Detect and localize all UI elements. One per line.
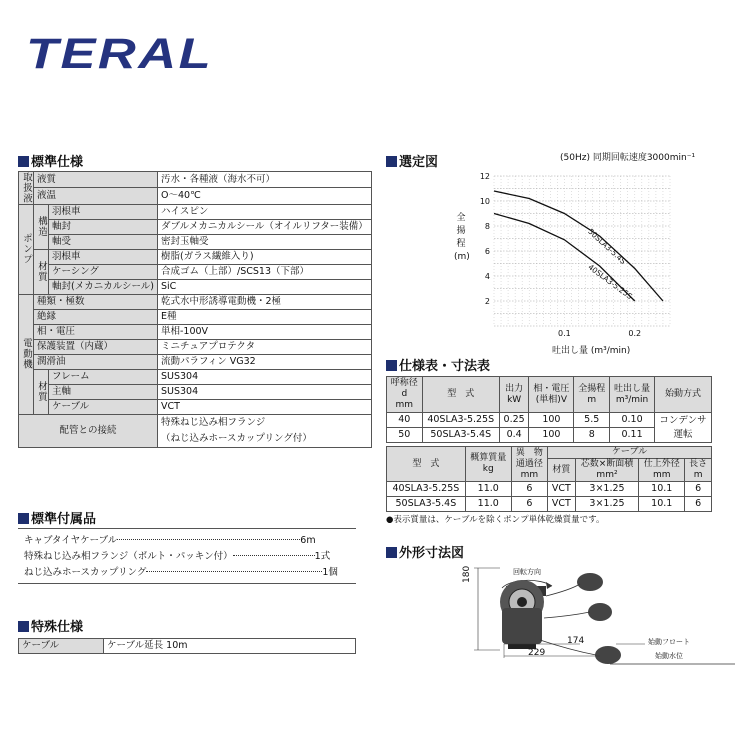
accessories-list [18,528,356,584]
rotation-label: 回転方向 [513,568,541,576]
accessories-title: 標準付属品 [18,508,96,527]
cell-voltage: 100 [529,413,574,428]
series-label: 50SLA3-5.4S [586,226,628,266]
dimension-table [386,446,712,512]
spec-value: 汚水・各種液（海水不可） [158,172,372,188]
col-weight: 概算質量 kg [465,447,511,482]
spec-value: E種 [158,309,372,324]
y-tick-label: 12 [479,172,490,181]
spec-label: 潤滑油 [34,354,158,369]
spec-label: 主軸 [49,384,158,399]
col-passage: 異 物 通過径 mm [511,447,547,482]
table-row [387,413,712,428]
y-tick-label: 10 [479,197,490,206]
cell-start: コンデンサ 運転 [655,413,712,443]
group-liquid: 取扱液 [19,172,34,205]
x-tick-label: 0.2 [628,329,642,338]
spec-table [386,376,712,443]
group-structure: 構造 [34,204,49,249]
spec-value: SUS304 [158,369,372,384]
col-model: 型 式 [422,377,499,413]
cell-model: 40SLA3-5.25S [422,413,499,428]
float-lower [595,646,621,664]
cell-model: 50SLA3-5.4S [387,497,466,512]
cell-bore: 50 [387,428,423,443]
cell-passage: 6 [511,482,547,497]
accessory-item: 特殊ねじ込み相フランジ（ボルト・パッキン付） 1式 [24,551,331,562]
special-table [18,638,356,654]
special-value: ケーブル延長 10m [104,639,356,654]
cell-model: 40SLA3-5.25S [387,482,466,497]
col-output: 出力 kW [499,377,528,413]
spec-label: ケーシング [49,264,158,279]
chart-title: (50Hz) 同期回転速度3000min⁻¹ [560,153,696,163]
col-cores: 芯数×断面積 mm² [575,459,639,482]
spec-label: フレーム [49,369,158,384]
spec-label: 液温 [34,188,158,204]
spec-label: 軸封 [49,219,158,234]
spec-value: SiC [158,279,372,294]
cell-weight: 11.0 [465,497,511,512]
accessory-item: ねじ込みホースカップリング 1個 [24,567,338,578]
spec-value: 単相-100V [158,324,372,339]
group-motor: 電動機 [19,294,34,414]
spec-label: 種類・極数 [34,294,158,309]
col-bore: 呼称径 d mm [387,377,423,413]
cell-voltage: 100 [529,428,574,443]
cell-weight: 11.0 [465,482,511,497]
col-start: 始動方式 [655,377,712,413]
cell-length: 6 [685,497,712,512]
outline-drawing [440,560,740,690]
chart-grid [494,176,670,326]
col-phase-voltage: 相・電圧 (単相)V [529,377,574,413]
cell-flow: 0.11 [610,428,655,443]
cell-flow: 0.10 [610,413,655,428]
spec-value: ハイスピン [158,204,372,219]
spec-value-connection [158,414,372,447]
cell-head: 5.5 [574,413,610,428]
cell-cores: 3×1.25 [575,482,639,497]
spec-label: 絶縁 [34,309,158,324]
spec-value: ダブルメカニカルシール（オイルリフター装備） [158,219,372,234]
x-tick-label: 0.1 [558,329,571,338]
spec-value: SUS304 [158,384,372,399]
cell-material: VCT [548,482,576,497]
cell-bore: 40 [387,413,423,428]
spec-value: 密封玉軸受 [158,234,372,249]
spec-label: 羽根車 [49,249,158,264]
section-square-icon [386,360,397,371]
spec-value: 樹脂(ガラス繊維入り) [158,249,372,264]
y-tick-label: 4 [484,272,490,281]
section-square-icon [386,156,397,167]
arrow-head-icon [546,582,552,589]
pump-hub [517,597,527,607]
cell-material: VCT [548,497,576,512]
dim-180: 180 [462,565,472,583]
selection-title: 選定図 [386,151,438,170]
cell-passage: 6 [511,497,547,512]
spec-value: VCT [158,399,372,414]
col-head: 全揚程 m [574,377,610,413]
spec-label: 配管との接続 [19,414,158,447]
y-tick-label: 2 [484,297,490,306]
outline-title: 外形寸法図 [386,542,464,561]
special-title: 特殊仕様 [18,616,83,635]
spec-value: 乾式水中形誘導電動機・2極 [158,294,372,309]
weight-note: ●表示質量は、ケーブルを除くポンプ単体乾燥質量です。 [386,515,605,525]
spec-label: 軸封(メカニカルシール) [49,279,158,294]
spec-label: 軸受 [49,234,158,249]
standard-spec-title: 標準仕様 [18,151,83,170]
group-material: 材質 [34,249,49,294]
chart-xlabel: 吐出し量 (m³/min) [552,346,631,356]
col-material: 材質 [548,459,576,482]
spec-value: 特殊ねじ込み相フランジ [161,416,266,428]
section-square-icon [386,547,397,558]
spec-value: ミニチュアプロテクタ [158,339,372,354]
section-square-icon [18,621,29,632]
y-tick-label: 6 [484,247,490,256]
series-label: 40SLA3-5.25S [586,262,635,302]
cell-output: 0.25 [499,413,528,428]
cell-cores: 3×1.25 [575,497,639,512]
accessory-item: キャブタイヤケーブル 6m [24,535,316,546]
spec-label: 相・電圧 [34,324,158,339]
cell-output: 0.4 [499,428,528,443]
teral-logo: TERAL [26,30,214,78]
special-label: ケーブル [19,639,104,654]
standard-spec-table [18,171,372,448]
cell-head: 8 [574,428,610,443]
float-middle [588,603,612,621]
col-model: 型 式 [387,447,466,482]
section-square-icon [18,156,29,167]
pump-casing [502,608,542,644]
water-level-label: 始動水位 [655,652,683,660]
col-cable: ケーブル [548,447,712,459]
chart-ylabel: 全 揚 程 (m) [454,213,470,262]
spec-label: 羽根車 [49,204,158,219]
spec-value: O～40℃ [158,188,372,204]
y-tick-label: 8 [484,222,490,231]
group-pump: ポンプ [19,204,34,294]
col-flow: 吐出し量 m³/min [610,377,655,413]
cell-model: 50SLA3-5.4S [422,428,499,443]
dim-229: 229 [528,648,546,658]
cell-od: 10.1 [639,482,685,497]
cell-length: 6 [685,482,712,497]
table-row [387,482,712,497]
selection-chart [440,160,710,360]
spec-value-2: （ねじ込みホースカップリング付） [161,432,312,444]
group-motor-material: 材質 [34,369,49,414]
spec-value: 流動パラフィン VG32 [158,354,372,369]
spec-value: 合成ゴム（上部）/SCS13（下部） [158,264,372,279]
spec-label: 液質 [34,172,158,188]
cell-od: 10.1 [639,497,685,512]
col-length: 長さ m [685,459,712,482]
spec-label: ケーブル [49,399,158,414]
spec-label: 保護装置（内蔵） [34,339,158,354]
spec-dims-title: 仕様表・寸法表 [386,355,490,374]
section-square-icon [18,513,29,524]
table-row [387,497,712,512]
float-upper [577,573,603,591]
float-label: 始動フロート [648,638,690,646]
col-od: 仕上外径 mm [639,459,685,482]
dim-174: 174 [567,636,585,646]
